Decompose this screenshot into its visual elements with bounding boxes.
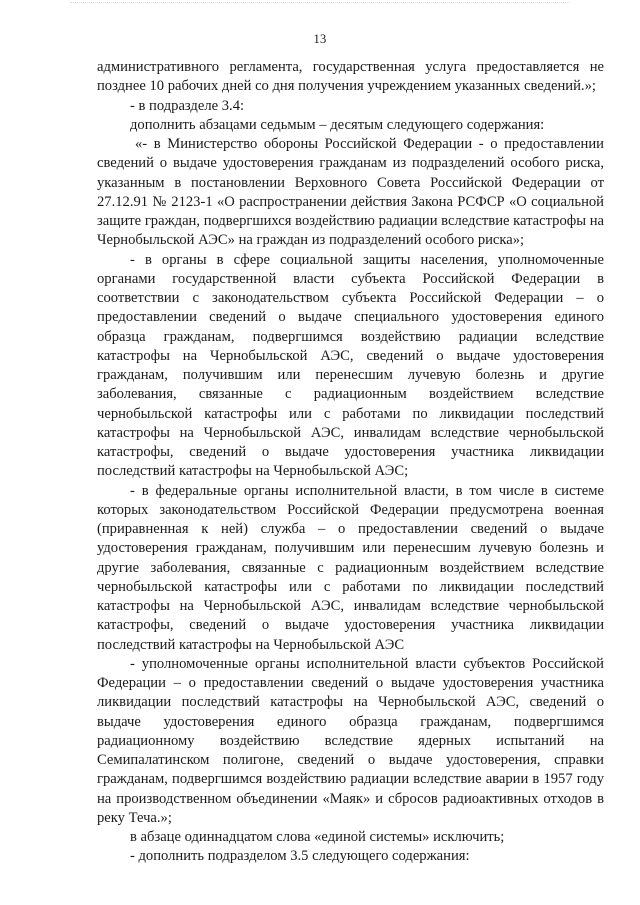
- scan-edge-artifact: [70, 2, 570, 4]
- paragraph-regional-authorities: - уполномоченные органы исполнительной власти субъектов Российской Федерации – о предоставлении сведений о выдаче удостоверения участника ликвидации последствий катастрофы на Чернобыльской АЭС, сведений о выдаче удостоверения единого образца гражданам, подвергшимся радиационному воздействию вследствие ядерных испытаний на Семипалатинском полигоне, сведений о выдаче удостоверения, справки гражданам, подвергшимся воздействию радиации вследствие аварии в 1957 году на производственном объединении «Маяк» и сбросов радиоактивных отходов в реку Теча.»;: [97, 655, 604, 826]
- paragraph-eleventh-clause: в абзаце одиннадцатом слова «единой системы» исключить;: [130, 829, 505, 845]
- paragraph-add-clauses: дополнить абзацами седьмым – десятым следующего содержания:: [130, 116, 545, 133]
- page-number: 13: [313, 32, 327, 46]
- paragraph-social-protection: - в органы в сфере социальной защиты населения, уполномоченные органами государственной власти субъекта Российской Федерации в соответствии с законодательством субъекта Российской Федерации – о предоставлении сведений о выдаче специального удостоверения единого образца гражданам, подвергшимся воздействию радиации вследствие катастрофы на Чернобыльской АЭС, сведений о выдаче удостоверения гражданам, получившим или перенесшим лучевую болезнь и другие заболевания, связанные с радиационным воздействием вследствие чернобыльской катастрофы или с работами по ликвидации последствий катастрофы на Чернобыльской АЭС, инвалидам вследствие чернобыльской катастрофы, сведений о выдаче удостоверения участника ликвидации последствий катастрофы на Чернобыльской АЭС;: [97, 251, 604, 480]
- paragraph-add-subsection-3-5: - дополнить подразделом 3.5 следующего содержания:: [130, 848, 470, 865]
- paragraph-ministry-of-defense: «- в Министерство обороны Российской Федерации - о предоставлении сведений о выдаче удостоверения гражданам из подразделений особого риска, указанным в постановлении Верховного Совета Российской Федерации от 27.12.91 № 2123-1 «О распространении действия Закона РСФСР «О социальной защите граждан, подвергшихся воздействию радиации вследствие катастрофы на Чернобыльской АЭС» на граждан из подразделений особого риска»;: [97, 136, 604, 249]
- paragraph-subsection-3-4: - в подразделе 3.4:: [130, 97, 245, 114]
- paragraph-federal-bodies: - в федеральные органы исполнительной власти, в том числе в системе которых законодательством Российской Федерации предусмотрена военная (приравненная к ней) служба – о предоставлении сведений о выдаче удостоверения гражданам, получившим или перенесшим лучевую болезнь и другие заболевания, связанные с радиационным воздействием вследствие чернобыльской катастрофы или с работами по ликвидации последствий катастрофы на Чернобыльской АЭС, инвалидам вследствие чернобыльской катастрофы, сведений о выдаче удостоверения участника ликвидации последствий катастрофы на Чернобыльской АЭС: [97, 482, 604, 653]
- document-body: [97, 58, 604, 867]
- paragraph-continuation: административного регламента, государственная услуга предоставляется не позднее 10 рабочих дней со дня получения учреждением указанных сведений.»;: [97, 59, 604, 95]
